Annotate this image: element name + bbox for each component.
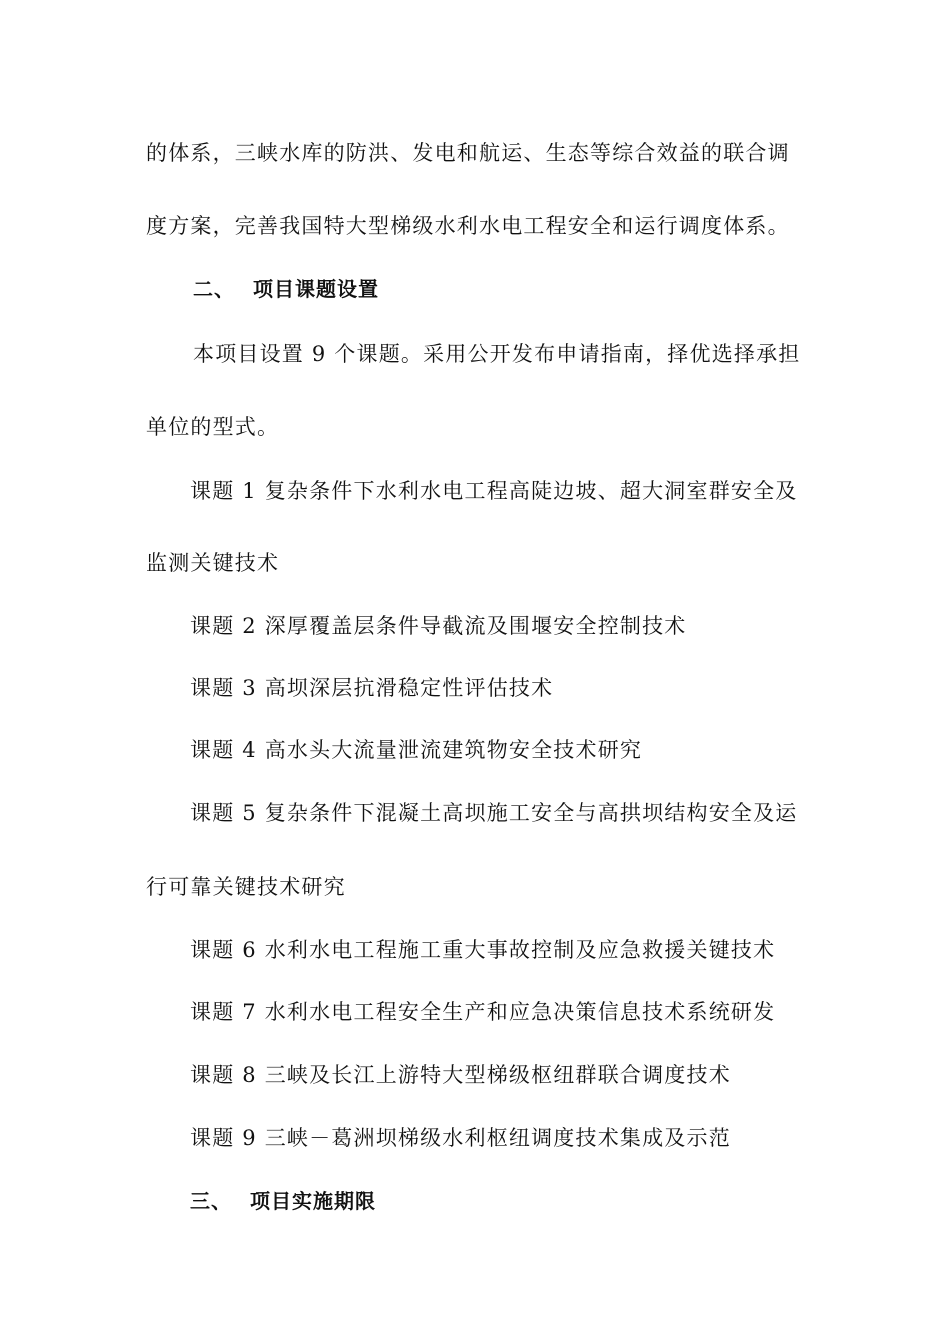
- topic-9: 课题 9 三峡－葛洲坝梯级水利枢纽调度技术集成及示范: [190, 1126, 731, 1150]
- section-2-number: 二、: [193, 277, 235, 301]
- intro-line-1: 的体系，三峡水库的防洪、发电和航运、生态等综合效益的联合调: [146, 141, 790, 165]
- topic-6: 课题 6 水利水电工程施工重大事故控制及应急救援关键技术: [190, 938, 776, 962]
- section-3-title: 项目实施期限: [250, 1189, 376, 1213]
- section-3-number: 三、: [190, 1189, 232, 1213]
- topic-2: 课题 2 深厚覆盖层条件导截流及围堰安全控制技术: [190, 614, 687, 638]
- section-2-paragraph-line-2: 单位的型式。: [146, 415, 280, 439]
- section-2-title: 项目课题设置: [253, 277, 379, 301]
- topic-3: 课题 3 高坝深层抗滑稳定性评估技术: [190, 676, 554, 700]
- topic-4: 课题 4 高水头大流量泄流建筑物安全技术研究: [190, 738, 643, 762]
- topic-5-line-2: 行可靠关键技术研究: [146, 875, 346, 899]
- section-2-heading: [193, 275, 379, 303]
- topic-8: 课题 8 三峡及长江上游特大型梯级枢纽群联合调度技术: [190, 1063, 731, 1087]
- topic-1-line-2: 监测关键技术: [146, 551, 280, 575]
- topic-7: 课题 7 水利水电工程安全生产和应急决策信息技术系统研发: [190, 1000, 776, 1024]
- section-2-paragraph-line-1: 本项目设置 9 个课题。采用公开发布申请指南，择优选择承担: [193, 342, 801, 366]
- topic-1-line-1: 课题 1 复杂条件下水利水电工程高陡边坡、超大洞室群安全及: [190, 479, 798, 503]
- section-3-heading: [190, 1187, 376, 1215]
- topic-5-line-1: 课题 5 复杂条件下混凝土高坝施工安全与高拱坝结构安全及运: [190, 801, 798, 825]
- intro-line-2: 度方案，完善我国特大型梯级水利水电工程安全和运行调度体系。: [146, 214, 790, 238]
